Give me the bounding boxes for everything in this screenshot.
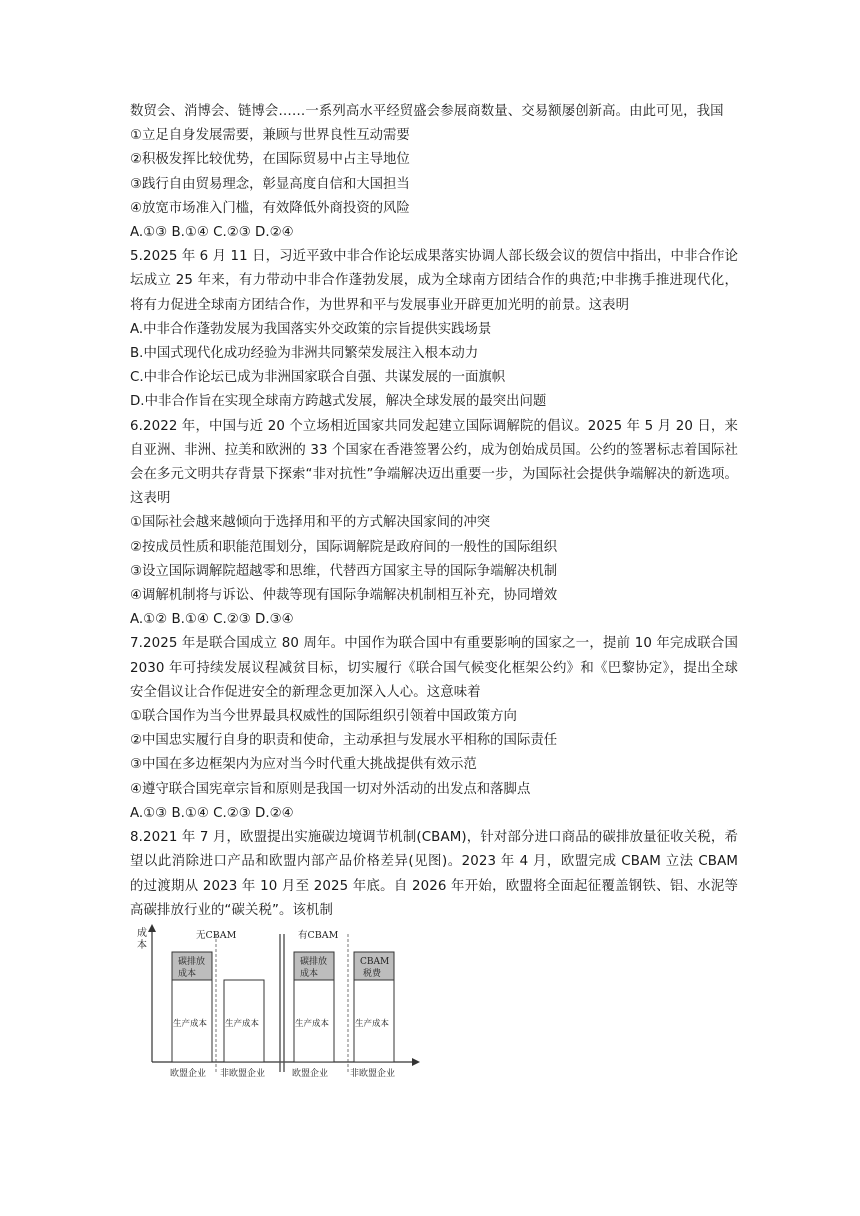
y-axis-label (137, 926, 150, 951)
bar-noneu-no-cbam-production-label: 生产成本 (225, 1019, 260, 1029)
q6-stem: 6.2022 年，中国与近 20 个立场相近国家共同发起建立国际调解院的倡议。2025 年 5 月 20 日，来自亚洲、非洲、拉美和欧洲的 33 个国家在香港签署公约，成为创始成员国。公约的签署标志着国际社会在多元文明共存背景下探索“非对抗性”争端解决迈出重要一步，为国际社会提供争端解决的新选项。这表明 (130, 418, 738, 507)
group-title-cbam: 有CBAM (298, 930, 339, 941)
q6-option-3: ③设立国际调解院超越零和思维，代替西方国家主导的国际争端解决机制 (130, 563, 558, 579)
q7-option-3: ③中国在多边框架内为应对当今时代重大挑战提供有效示范 (130, 757, 477, 773)
x-axis-arrow (412, 1058, 420, 1066)
q5-choice-a: A.中非合作蓬勃发展为我国落实外交政策的宗旨提供实践场景 (130, 321, 492, 337)
cbam-diagram (130, 922, 430, 1086)
cbam-cost-figure (130, 922, 430, 1086)
q7-option-1: ①联合国作为当今世界最具权威性的国际组织引领着中国政策方向 (130, 709, 517, 725)
q4-option-3: ③践行自由贸易理念，彰显高度自信和大国担当 (130, 176, 410, 192)
q5-choice-d: D.中非合作旨在实现全球南方跨越式发展，解决全球发展的最突出问题 (130, 394, 547, 410)
bar-eu-cbam-production-label: 生产成本 (295, 1019, 330, 1029)
xlabel-noneu-2: 非欧盟企业 (350, 1069, 396, 1079)
q4-option-1: ①立足自身发展需要，兼顾与世界良性互动需要 (130, 128, 410, 144)
q7-stem: 7.2025 年是联合国成立 80 周年。中国作为联合国中有重要影响的国家之一，提前 10 年完成联合国 2030 年可持续发展议程减贫目标，切实履行《联合国气候变化框架公约》和《巴黎协定》，提出全球安全倡议让合作促进安全的新理念更加深入人心。这意味着 (130, 636, 738, 700)
bar-noneu-cbam-fee-label-1: CBAM (360, 957, 390, 967)
group-title-no-cbam: 无CBAM (196, 930, 237, 941)
bar-eu-no-cbam-carbon-label-2: 成本 (178, 969, 197, 979)
q5-choice-b: B.中国式现代化成功经验为非洲共同繁荣发展注入根本动力 (130, 346, 479, 362)
q6-option-2: ②按成员性质和职能范围划分，国际调解院是政府间的一般性的国际组织 (130, 539, 558, 555)
question-text (130, 100, 738, 923)
bar-eu-no-cbam-carbon-label-1: 碳排放 (178, 957, 206, 967)
xlabel-eu-2: 欧盟企业 (292, 1069, 329, 1079)
y-axis-label-char2: 本 (137, 940, 147, 951)
bar-noneu-cbam-production-label: 生产成本 (355, 1019, 390, 1029)
q7-choices: A.①③ B.①④ C.②③ D.②④ (130, 805, 294, 821)
q4-option-2: ②积极发挥比较优势，在国际贸易中占主导地位 (130, 152, 410, 168)
q5-stem: 5.2025 年 6 月 11 日，习近平致中非合作论坛成果落实协调人部长级会议的贺信中指出，中非合作论坛成立 25 年来，有力带动中非合作蓬勃发展，成为全球南方团结合作的典范;中非携手推进现代化，将有力促进全球南方团结合作，为世界和平与发展事业开辟更加光明的前景。这表明 (130, 249, 738, 313)
q4-stem: 数贸会、消博会、链博会……一系列高水平经贸盛会参展商数量、交易额屡创新高。由此可见，我国 (130, 104, 724, 119)
q7-option-2: ②中国忠实履行自身的职责和使命，主动承担与发展水平相称的国际责任 (130, 733, 558, 749)
bar-eu-no-cbam-production-label: 生产成本 (173, 1019, 208, 1029)
xlabel-eu-1: 欧盟企业 (170, 1069, 207, 1079)
bar-noneu-cbam-fee-label-2: 税费 (363, 969, 382, 979)
q6-option-4: ④调解机制将与诉讼、仲裁等现有国际争端解决机制相互补充，协同增效 (130, 588, 558, 604)
q6-option-1: ①国际社会越来越倾向于选择用和平的方式解决国家间的冲突 (130, 515, 491, 531)
bar-eu-cbam-carbon-label-2: 成本 (300, 969, 319, 979)
q6-choices: A.①② B.①④ C.②③ D.③④ (130, 612, 294, 628)
q4-choices: A.①③ B.①④ C.②③ D.②④ (130, 225, 294, 241)
q5-choice-c: C.中非合作论坛已成为非洲国家联合自强、共谋发展的一面旗帜 (130, 370, 506, 386)
bar-eu-cbam-carbon-label-1: 碳排放 (300, 957, 328, 967)
q4-option-4: ④放宽市场准入门槛，有效降低外商投资的风险 (130, 200, 410, 216)
y-axis-label-char1: 成 (137, 928, 147, 939)
q7-option-4: ④遵守联合国宪章宗旨和原则是我国一切对外活动的出发点和落脚点 (130, 781, 531, 797)
q8-stem: 8.2021 年 7 月，欧盟提出实施碳边境调节机制(CBAM)，针对部分进口商品的碳排放量征收关税，希望以此消除进口产品和欧盟内部产品价格差异(见图)。2023 年 4 月，欧盟完成 CBAM 立法 CBAM 的过渡期从 2023 年 10 月至 2025 年底。自 2026 年开始，欧盟将全面起征覆盖钢铁、铝、水泥等高碳排放行业的“碳关税”。该机制 (130, 830, 738, 918)
xlabel-noneu-1: 非欧盟企业 (220, 1069, 266, 1079)
